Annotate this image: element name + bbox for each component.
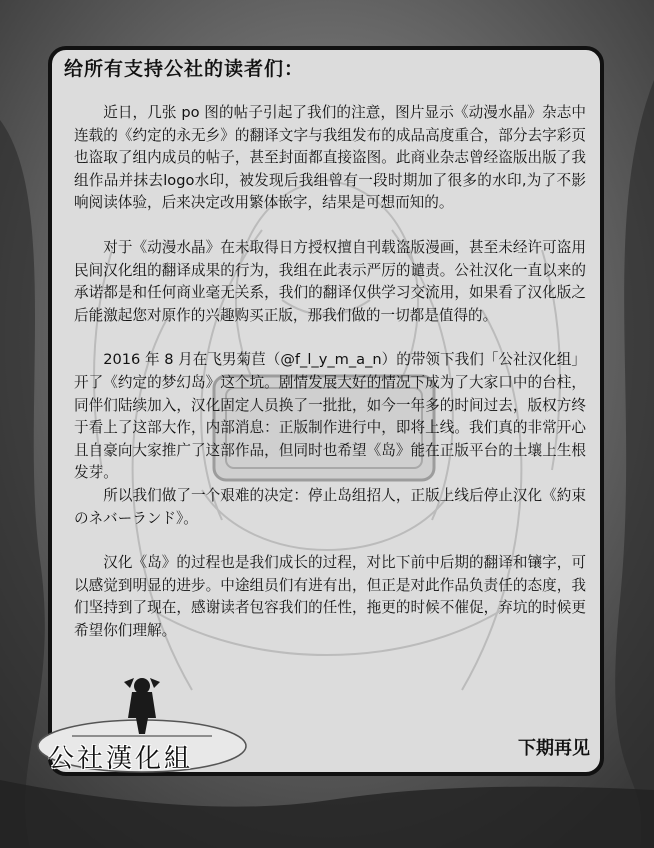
paragraph-thanks: 汉化《岛》的过程也是我们成长的过程，对比下前中后期的翻译和镶字，可以感觉到明显的进步。中途组员们有进有出，但正是对此作品负责任的态度，我们坚持到了现在，感谢读者包容我们的任性，拖更的时候不催促，弃坑的时候更希望你们理解。 [74,554,586,639]
notice-title: 给所有支持公社的读者们： [64,58,305,80]
notice-panel [48,46,604,776]
group-logo-text: 公社漢化組 [48,744,194,774]
paragraph-piracy: 近日，几张 po 图的帖子引起了我们的注意，图片显示《动漫水晶》杂志中连载的《约定的永无乡》的翻译文字与我组发布的成品高度重合，部分去字彩页也盗取了组内成员的帖子，甚至封面都直接盗图。此商业杂志曾经盗版出版了我组作品并抹去logo水印，被发现后我组曾有一段时期加了很多的水印,为了不影响阅读体验，后来决定改用繁体嵌字，结果是可想而知的。 [74,104,586,212]
notice-body [74,102,586,642]
signoff-text: 下期再见 [518,738,590,759]
paragraph-history: 2016 年 8 月在飞男菊苣（@f_l_y_m_a_n）的带领下我们「公社汉化组」开了《约定的梦幻岛》这个坑。剧情发展大好的情况下成为了大家口中的台柱，同伴们陆续加入，汉化固定人员换了一批批，如今一年多的时间过去，版权方终于看上了这部大作，内部消息：正版制作进行中，即将上线。我们真的非常开心且自豪向大家推广了这部作品，但同时也希望《岛》能在正版平台的土壤上生根发芽。 [74,351,586,482]
paragraph-decision: 所以我们做了一个艰难的决定：停止岛组招人，正版上线后停止汉化《約束のネバーランド》。 [74,486,586,527]
paragraph-condemnation: 对于《动漫水晶》在未取得日方授权擅自刊载盗版漫画，甚至未经许可盗用民间汉化组的翻译成果的行为，我组在此表示严厉的谴责。公社汉化一直以来的承诺都是和任何商业毫无关系，我们的翻译仅供学习交流用，如果看了汉化版之后能激起您对原作的兴趣购买正版，那我们做的一切都是值得的。 [74,238,586,324]
